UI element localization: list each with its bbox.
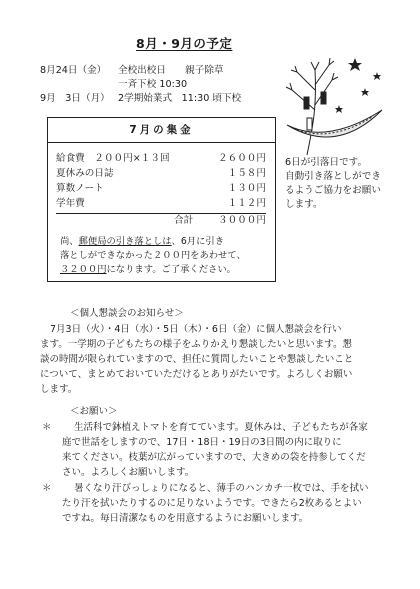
side-note-line: します。 [285,199,323,210]
fee-name: 給食費 ２００円×１３回 [56,153,170,164]
collection-box [47,117,276,282]
paragraph-line: さい。よろしくお願いします。 [62,467,195,478]
schedule-event: 全校出校日 親子除草 [118,65,224,76]
paragraph-line: ます。一学期の子どもたちの様子をふりかえり懇談したいと思います。懇 [40,339,352,350]
note-text: 落としができなかった２００円をあわせて、 [60,250,246,261]
fee-amount: ２６００円 [218,153,266,164]
bullet-mark: ＊ [42,483,52,494]
total-amount: ３０００円 [218,215,266,226]
fee-name: 夏休みの日誌 [56,168,114,179]
paragraph-line: たり汗を拭いたりするのに足りないようです。できたら2枚あるとよい [62,498,362,509]
paragraph-line: ですね。毎日清潔なものを用意するようにお願いします。 [62,513,309,524]
note-text: 尚、 [60,236,79,247]
paragraph-line: します。 [40,384,78,395]
paragraph-line: 生活科で鉢植えトマトを育てています。夏休みは、子どもたちが各家 [74,422,368,433]
paragraph-line: 来てください。枝葉が広がっていますので、大きめの袋を持参してくだ [62,452,366,463]
section-heading: ＜お願い＞ [70,406,118,417]
fee-name: 学年費 [56,198,85,209]
side-note-line: 自動引き落としができ [285,171,381,182]
paragraph-line: について、まとめておいていただけるとありがたいです。よろしくお願い [40,369,353,380]
collection-note-line [60,249,246,263]
fee-name: 算数ノート [56,183,104,194]
note-text: 、6月に引き [171,236,224,247]
fee-amount: １３０円 [227,183,266,194]
note-text: になります。ご了承ください。 [106,264,236,275]
tanabata-illustration [277,50,397,160]
side-note-line: るようご協力をお願い [285,185,381,196]
collection-note-line [60,235,224,249]
fee-amount: １１２円 [227,198,266,209]
note-underlined: 郵便局の引き落としは [78,236,172,247]
fee-row [56,152,266,166]
schedule-date: 9月 3日（月） [40,93,110,104]
bullet-mark: ＊ [42,422,52,433]
paragraph-line: 庭で世話をしますので、17日・18日・19日の3日間の内に取りに [62,437,342,448]
page-title: 8月・9月の予定 [136,36,233,51]
collection-heading: 7月の集金 [48,118,275,143]
total-row [56,214,266,228]
schedule-sub: 一斉下校 10:30 [118,79,188,90]
schedule-date: 8月24日（金） [40,65,107,76]
fee-amount: １５８円 [227,168,266,179]
paragraph-line: 7月3日（火）・4日（水）・5日（木）・6日（金）に個人懇談会を行い [50,324,342,335]
section-heading: ＜個人懇談会のお知らせ＞ [70,308,184,319]
fee-row [56,182,266,196]
paragraph-line: 暑くなり汗びっしょりになると、薄手のハンカチ一枚では、手を拭い [74,483,369,494]
note-underlined: ３２００円 [60,264,107,275]
paragraph-line: 談の時間が限られていますので、担任に質問したいことや懇談したいこと [40,354,354,365]
total-label: 合計 [174,215,194,226]
collection-note-line [60,263,236,277]
fee-row [56,167,266,181]
fee-row [56,197,266,211]
side-note-line: 6日が引落日です。 [285,157,368,168]
schedule-event: 2学期始業式 11:30 頃下校 [118,93,242,104]
